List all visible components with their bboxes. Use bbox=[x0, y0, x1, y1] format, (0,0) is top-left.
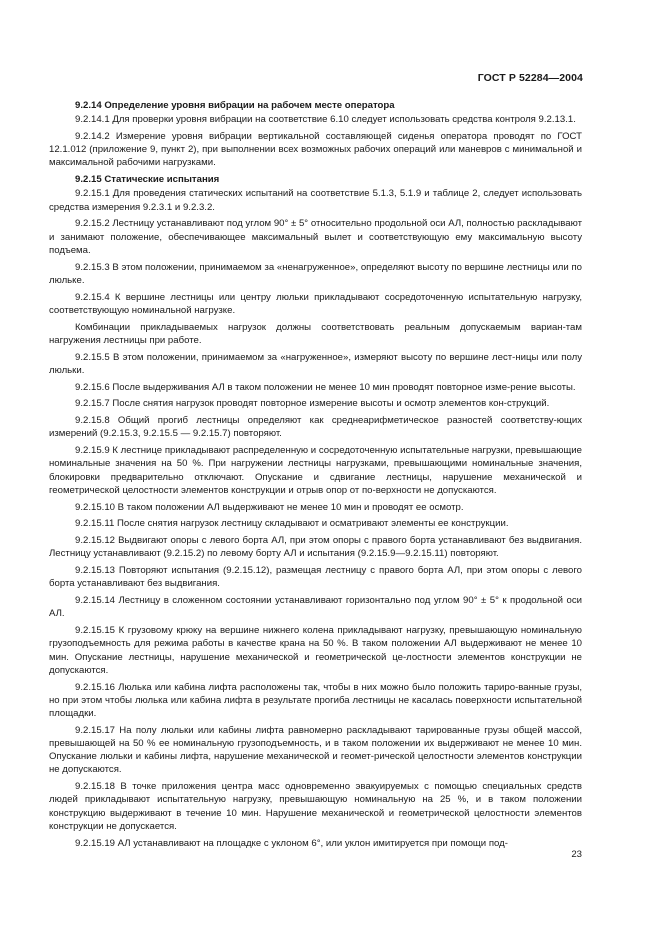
section-heading: 9.2.15 Статические испытания bbox=[75, 174, 220, 186]
paragraph: 9.2.15.9 К лестнице прикладывают распределенную и сосредоточенную испытательные нагрузки, превышающие номинальные значения на 50 %. При нагружении лестницы нагрузками, превышающими номинальные значения, блокировки предварительно отключают. Опускание и сдвигание лестницы, нарушение механической и геометрической целостности элементов конструкции и отрыв опор от по-верхности не допускаются. bbox=[49, 445, 582, 496]
paragraph: 9.2.15.3 В этом положении, принимаемом за «ненагруженное», определяют высоту по вершине лестницы или по люльке. bbox=[49, 261, 582, 286]
section-heading: 9.2.14 Определение уровня вибрации на рабочем месте оператора bbox=[75, 100, 395, 111]
paragraph: 9.2.15.1 Для проведения статических испытаний на соответствие 5.1.3, 5.1.9 и таблице 2, следует использовать средства измерения 9.2.3.1 и 9.2.3.2. bbox=[49, 188, 582, 213]
paragraph: 9.2.15.2 Лестницу устанавливают под углом 90° ± 5° относительно продольной оси АЛ, полностью раскладывают и занимают положение, обеспечивающее максимальный вылет и соответствующую ему максимальную высоту подъема. bbox=[49, 218, 582, 256]
paragraph: 9.2.15.14 Лестницу в сложенном состоянии устанавливают горизонтально под углом 90° ± 5° к продольной оси АЛ. bbox=[49, 595, 582, 620]
paragraph: Комбинации прикладываемых нагрузок должны соответствовать реальным допускаемым вариан-там нагружения лестницы при работе. bbox=[49, 321, 582, 346]
paragraph: 9.2.15.11 После снятия нагрузок лестницу складывают и осматривают элементы ее конструкции. bbox=[75, 518, 509, 530]
paragraph: 9.2.15.10 В таком положении АЛ выдерживают не менее 10 мин и проводят ее осмотр. bbox=[75, 501, 464, 513]
paragraph: 9.2.15.17 На полу люльки или кабины лифта равномерно раскладывают тарированные грузы общей массой, превышающей на 50 % ее номинальную грузоподъемность, и в таком положении их выдерживают не менее 10 мин. Опускание люльки и кабины лифта, нарушение механической и геомет-рической целостности элементов конструкции не допускаются. bbox=[49, 724, 582, 776]
paragraph: 9.2.15.7 После снятия нагрузок проводят повторное измерение высоты и осмотр элементов кон-струкций. bbox=[75, 398, 550, 410]
standard-designation: ГОСТ Р 52284—2004 bbox=[477, 72, 583, 84]
paragraph: 9.2.15.16 Люлька или кабина лифта расположены так, чтобы в них можно было положить тариро-ванные грузы, но при этом чтобы люлька или кабина лифта в результате прогиба лестницы не касалась поверхности испытательной площадки. bbox=[49, 681, 582, 720]
paragraph: 9.2.15.19 АЛ устанавливают на площадке с уклоном 6°, или уклон имитируется при помощи под- bbox=[75, 837, 508, 849]
paragraph: 9.2.15.6 После выдерживания АЛ в таком положении не менее 10 мин проводят повторное изме-рение высоты. bbox=[75, 381, 576, 393]
paragraph: 9.2.15.8 Общий прогиб лестницы определяют как среднеарифметическое разностей соответству-ющих измерений (9.2.15.3, 9.2.15.5 — 9.2.15.7) повторяют. bbox=[49, 415, 582, 440]
paragraph: 9.2.15.18 В точке приложения центра масс одновременно эвакуируемых с помощью специальных средств людей прикладывают испытательную нагрузку, превышающую номинальную на 25 %, и в таком положении конструкцию выдерживают в течение 10 мин. Нарушение механической и геометрической целостности элементов конструкции не допускается. bbox=[49, 781, 582, 832]
document-body bbox=[49, 99, 582, 853]
paragraph: 9.2.14.2 Измерение уровня вибрации вертикальной составляющей сиденья оператора проводят по ГОСТ 12.1.012 (приложение 9, пункт 2), при выполнении всех возможных рабочих операций или маневров с минимальной и максимальной рабочими нагрузками. bbox=[49, 131, 582, 169]
paragraph: 9.2.14.1 Для проверки уровня вибрации на соответствие 6.10 следует использовать средства контроля 9.2.13.1. bbox=[75, 114, 576, 126]
paragraph: 9.2.15.4 К вершине лестницы или центру люльки прикладывают сосредоточенную испытательную нагрузку, соответствующую номинальной нагрузке. bbox=[49, 291, 582, 316]
paragraph: 9.2.15.15 К грузовому крюку на вершине нижнего колена прикладывают нагрузку, превышающую номинальную грузоподъемность для режима работы в качестве крана на 50 %. В таком положении АЛ выдерживают не менее 10 мин. Опускание лестницы, нарушение механической и геометрической це-лостности элементов конструкции не допускаются. bbox=[49, 625, 582, 676]
paragraph: 9.2.15.12 Выдвигают опоры с левого борта АЛ, при этом опоры с правого борта устанавливают без выдвигания. Лестницу устанавливают (9.2.15.2) по левому борту АЛ и испытания (9.2.15.9—9.2.15.11) повторяют. bbox=[49, 535, 582, 560]
paragraph: 9.2.15.13 Повторяют испытания (9.2.15.12), размещая лестницу с правого борта АЛ, при этом опоры с левого борта устанавливают без выдвигания. bbox=[49, 565, 582, 590]
paragraph: 9.2.15.5 В этом положении, принимаемом за «нагруженное», измеряют высоту по вершине лест-ницы или полу люльки. bbox=[49, 351, 582, 376]
page-number: 23 bbox=[571, 849, 582, 860]
